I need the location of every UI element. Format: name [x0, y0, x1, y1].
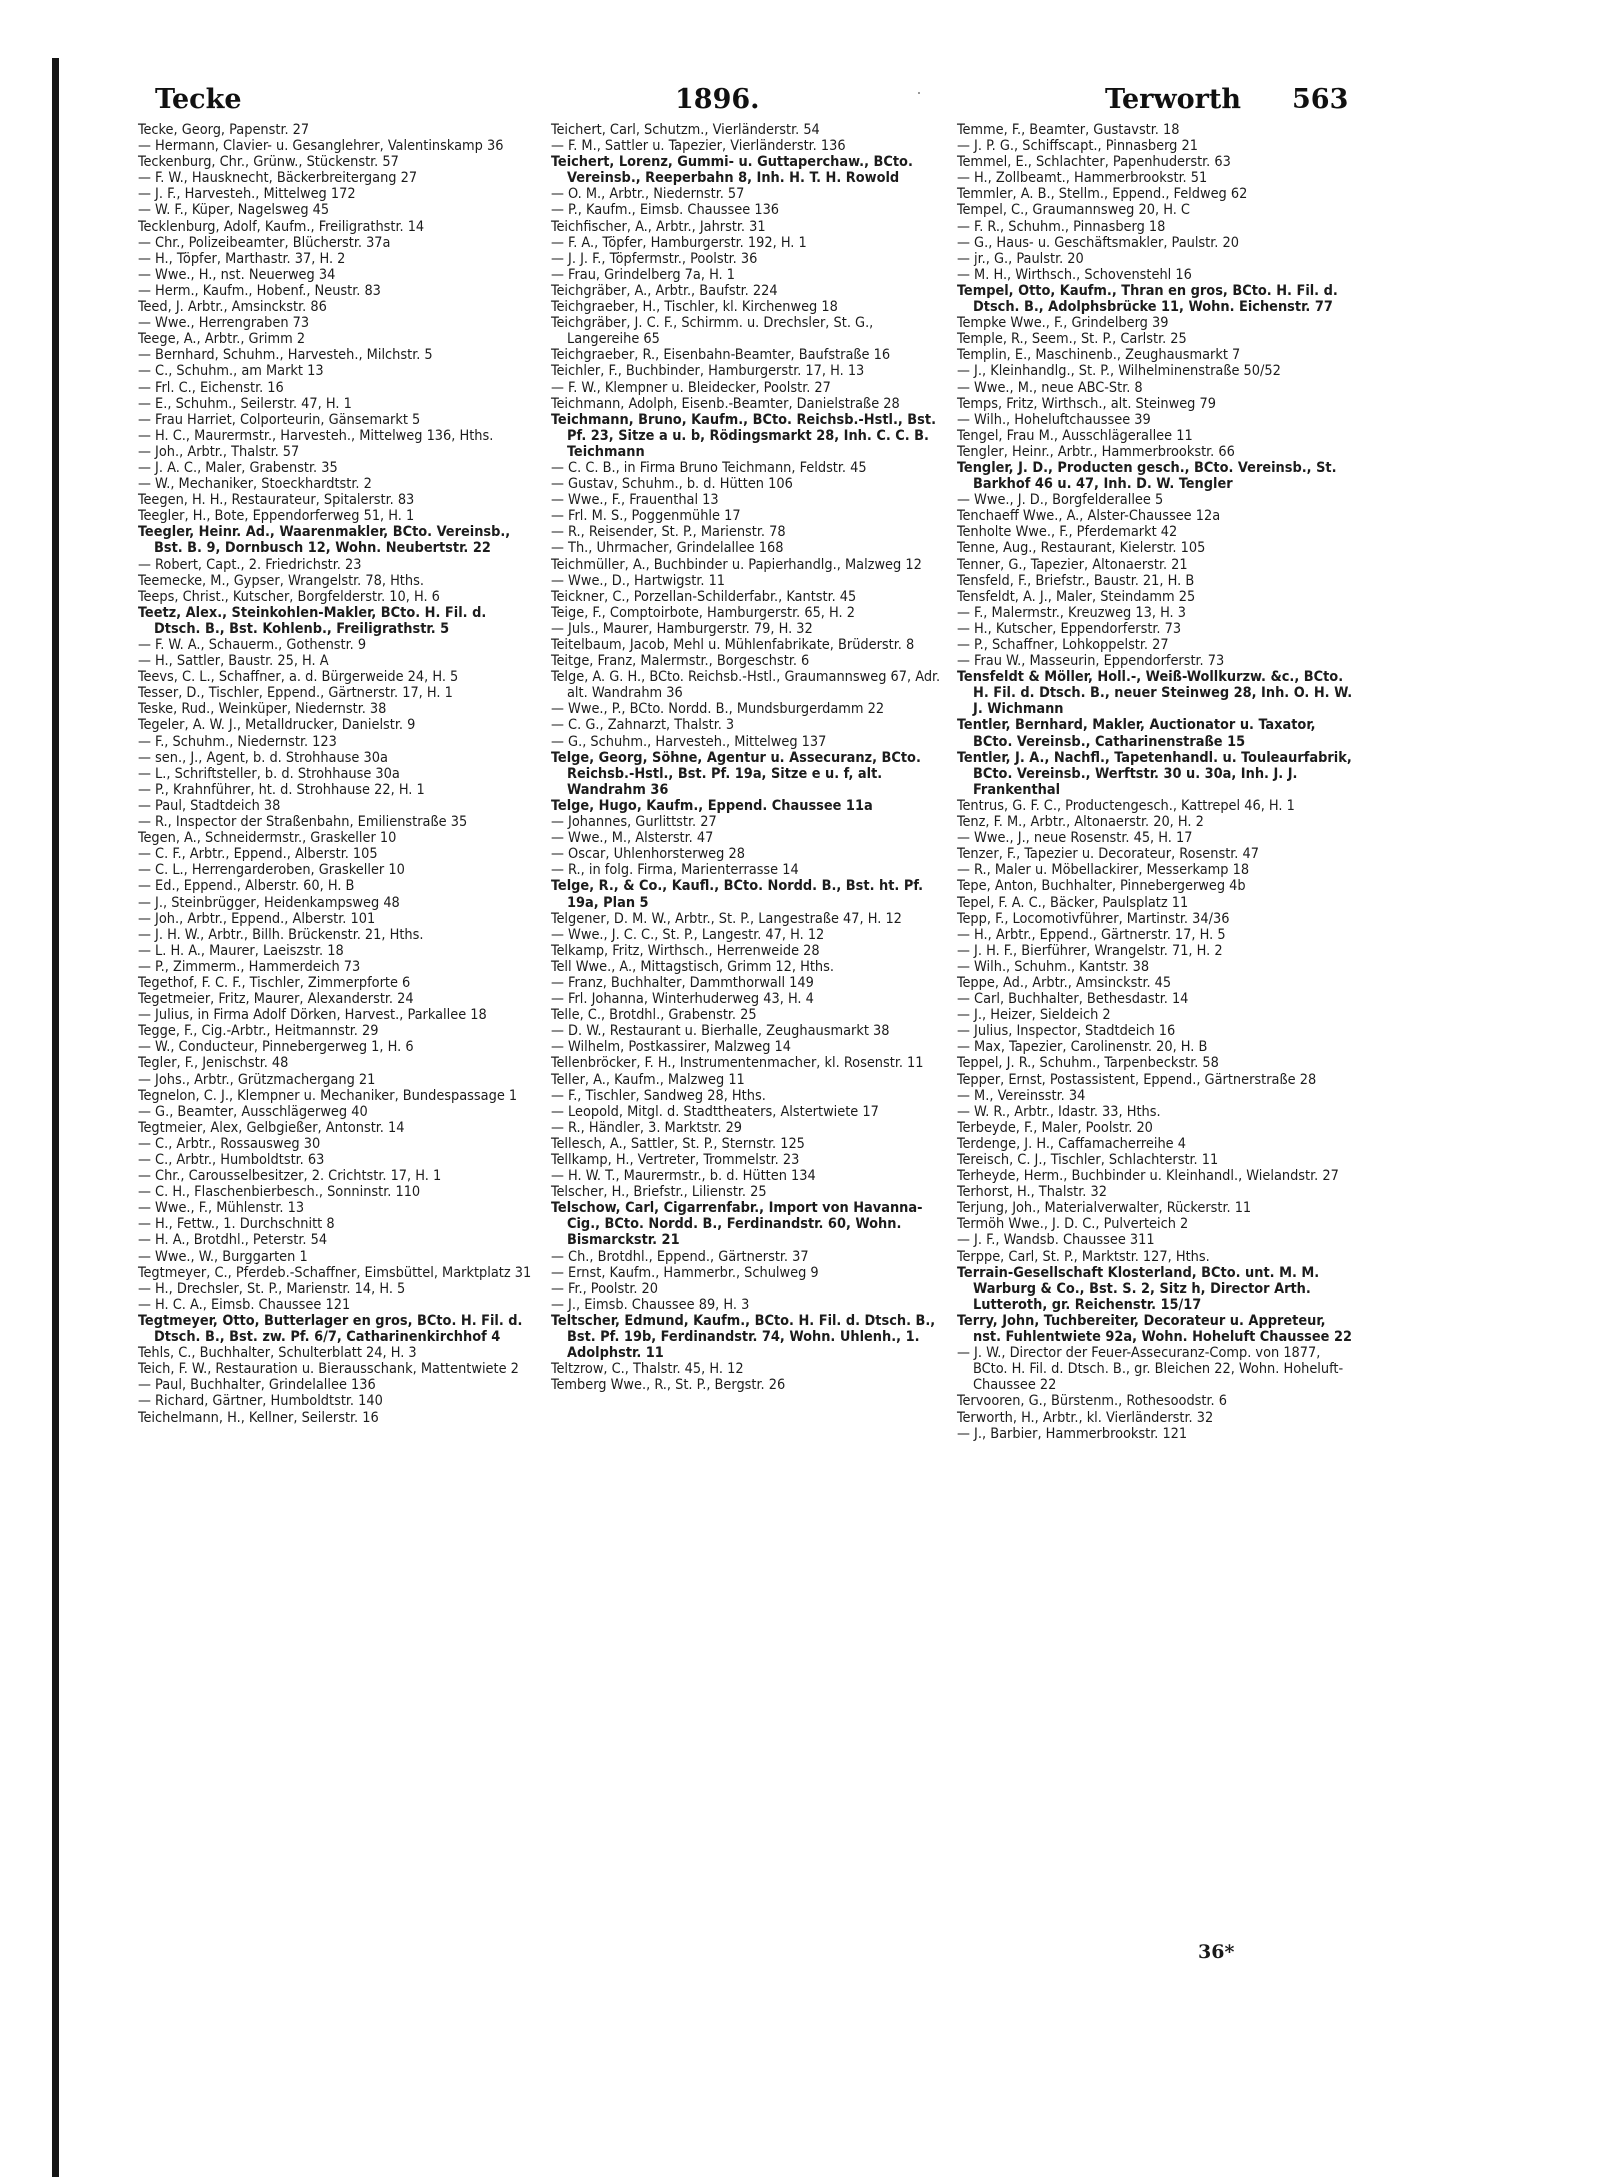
directory-entry: — C. L., Herrengarderoben, Graskeller 10 [138, 862, 405, 879]
directory-entry: Temmel, E., Schlachter, Papenhuderstr. 63 [957, 154, 1231, 171]
directory-entry: Teltscher, Edmund, Kaufm., BCto. H. Fil. d. Dtsch. B., Bst. Pf. 19b, Ferdinandstr. 74, Wohn. Uhlenh., 1. Adolphstr. 11 [551, 1312, 936, 1362]
directory-entry: — Joh., Arbtr., Thalstr. 57 [138, 443, 300, 460]
directory-entry: — J., Eimsb. Chaussee 89, H. 3 [551, 1296, 750, 1313]
directory-entry: — Wwe., J., neue Rosenstr. 45, H. 17 [957, 830, 1193, 847]
directory-entry: — R., Maler u. Möbellackirer, Messerkamp 18 [957, 862, 1250, 879]
directory-entry: — F. W. A., Schauerm., Gothenstr. 9 [138, 637, 367, 653]
paper-speck [918, 92, 920, 94]
directory-entry: — Ernst, Kaufm., Hammerbr., Schulweg 9 [551, 1264, 819, 1281]
directory-entry: Teegler, H., Bote, Eppendorferweg 51, H. 1 [138, 508, 415, 525]
directory-entry: — F. R., Schuhm., Pinnasberg 18 [957, 218, 1166, 235]
directory-entry: Tegtmeyer, C., Pferdeb.-Schaffner, Eimsbüttel, Marktplatz 31 [138, 1264, 532, 1281]
directory-entry: — F., Malermstr., Kreuzweg 13, H. 3 [957, 604, 1187, 621]
directory-entry: Teppel, J. R., Schuhm., Tarpenbeckstr. 58 [957, 1055, 1219, 1072]
directory-entry: Tenz, F. M., Arbtr., Altonaerstr. 20, H. 2 [957, 814, 1204, 831]
directory-entry: Tesser, D., Tischler, Eppend., Gärtnerstr. 17, H. 1 [138, 685, 453, 702]
directory-entry: Teige, F., Comptoirbote, Hamburgerstr. 65, H. 2 [551, 604, 855, 621]
directory-entry: Telge, A. G. H., BCto. Reichsb.-Hstl., Graumannsweg 67, Adr. alt. Wandrahm 36 [551, 669, 941, 702]
directory-entry: Terjung, Joh., Materialverwalter, Rückerstr. 11 [957, 1200, 1252, 1217]
directory-entry: Tepel, F. A. C., Bäcker, Paulsplatz 11 [957, 894, 1189, 911]
directory-entry: — Fr., Poolstr. 20 [551, 1280, 659, 1297]
directory-entry: Templin, E., Maschinenb., Zeughausmarkt 7 [957, 347, 1241, 364]
directory-entry: — H., Drechsler, St. P., Marienstr. 14, H. 5 [138, 1280, 406, 1297]
directory-entry: Terworth, H., Arbtr., kl. Vierländerstr. 32 [957, 1409, 1214, 1426]
directory-entry: Teickner, C., Porzellan-Schilderfabr., Kantstr. 45 [551, 588, 857, 605]
directory-entry: — C. F., Arbtr., Eppend., Alberstr. 105 [138, 846, 378, 863]
directory-entry: — C. C. B., in Firma Bruno Teichmann, Feldstr. 45 [551, 459, 867, 476]
directory-entry: — Frl. C., Eichenstr. 16 [138, 379, 284, 396]
directory-entry: Tentler, J. A., Nachfl., Tapetenhandl. u. Touleaurfabrik, BCto. Vereinsb., Werftstr. 30 u. 30a, Inh. J. J. Frankenthal [957, 749, 1352, 798]
directory-entry: — H., Zollbeamt., Hammerbrookstr. 51 [957, 170, 1208, 187]
directory-entry: — Wilh., Hoheluftchaussee 39 [957, 411, 1151, 428]
directory-entry: Teichmüller, A., Buchbinder u. Papierhandlg., Malzweg 12 [551, 556, 922, 573]
directory-entry: Tenholte Wwe., F., Pferdemarkt 42 [957, 524, 1178, 541]
directory-entry: Temps, Fritz, Wirthsch., alt. Steinweg 79 [957, 395, 1216, 412]
directory-entry: — H. W. T., Maurermstr., b. d. Hütten 134 [551, 1168, 816, 1185]
directory-entry: — Frl. Johanna, Winterhuderweg 43, H. 4 [551, 991, 814, 1008]
directory-entry: Terrain-Gesellschaft Klosterland, BCto. unt. M. M. Warburg & Co., Bst. S. 2, Sitz h, Director Arth. Lutteroth, gr. Reichenstr. 15/17 [957, 1264, 1320, 1313]
directory-entry: — P., Zimmerm., Hammerdeich 73 [138, 958, 361, 975]
directory-entry: — Wwe., J. C. C., St. P., Langestr. 47, H. 12 [551, 926, 825, 943]
directory-entry: — D. W., Restaurant u. Bierhalle, Zeughausmarkt 38 [551, 1023, 890, 1040]
directory-entry: — Wilh., Schuhm., Kantstr. 38 [957, 958, 1150, 975]
directory-entry: Tellenbröcker, F. H., Instrumentenmacher, kl. Rosenstr. 11 [551, 1055, 924, 1072]
directory-entry: — M., Vereinsstr. 34 [957, 1087, 1086, 1104]
directory-entry: — J. W., Director der Feuer-Assecuranz-Comp. von 1877, BCto. H. Fil. d. Dtsch. B., gr. Bleichen 22, Wohn. Hoheluft-Chaussee 22 [957, 1345, 1344, 1394]
directory-entry: — Wwe., H., nst. Neuerweg 34 [138, 266, 336, 283]
directory-entry: Tegtmeyer, Otto, Butterlager en gros, BCto. H. Fil. d. Dtsch. B., Bst. zw. Pf. 6/7, Catharinenkirchhof 4 [138, 1312, 523, 1346]
directory-entry: — R., Reisender, St. P., Marienstr. 78 [551, 524, 786, 541]
page-number: 563 [1292, 84, 1349, 115]
directory-entry: — Julius, in Firma Adolf Dörken, Harvest., Parkallee 18 [138, 1007, 487, 1024]
directory-entry: Teichert, Carl, Schutzm., Vierländerstr. 54 [551, 122, 820, 138]
directory-entry: — Frau, Grindelberg 7a, H. 1 [551, 266, 736, 283]
directory-entry: Teegen, H. H., Restaurateur, Spitalerstr. 83 [138, 492, 415, 509]
directory-entry: — J. F., Harvesteh., Mittelweg 172 [138, 186, 356, 203]
directory-entry: — Frl. M. S., Poggenmühle 17 [551, 508, 741, 525]
directory-column-2 [551, 122, 943, 1922]
directory-entry: Terhorst, H., Thalstr. 32 [957, 1184, 1107, 1201]
directory-entry: Teichert, Lorenz, Gummi- u. Guttaperchaw., BCto. Vereinsb., Reeperbahn 8, Inh. H. T. H. Rowold [551, 154, 913, 187]
directory-entry: Teichgräber, A., Arbtr., Baufstr. 224 [551, 282, 778, 299]
directory-entry: — Wwe., M., neue ABC-Str. 8 [957, 379, 1143, 396]
directory-entry: Tenner, G., Tapezier, Altonaerstr. 21 [957, 556, 1188, 573]
directory-entry: Telge, Georg, Söhne, Agentur u. Assecuranz, BCto. Reichsb.-Hstl., Bst. Pf. 19a, Sitze e u. f, alt. Wandrahm 36 [551, 749, 921, 798]
directory-entry: Terdenge, J. H., Caffamacherreihe 4 [957, 1135, 1186, 1152]
directory-entry: Terry, John, Tuchbereiter, Decorateur u. Appreteur, nst. Fuhlentwiete 92a, Wohn. Hoheluft Chaussee 22 [957, 1312, 1352, 1346]
directory-entry: — C., Arbtr., Humboldtstr. 63 [138, 1152, 325, 1168]
directory-entry: — J. A. C., Maler, Grabenstr. 35 [138, 459, 338, 476]
directory-entry: — Chr., Polizeibeamter, Blücherstr. 37a [138, 234, 391, 251]
directory-entry: — O. M., Arbtr., Niedernstr. 57 [551, 186, 745, 203]
directory-entry: Tell Wwe., A., Mittagstisch, Grimm 12, Hths. [551, 958, 834, 975]
directory-entry: — Carl, Buchhalter, Bethesdastr. 14 [957, 991, 1189, 1008]
directory-entry: — sen., J., Agent, b. d. Strohhause 30a [138, 749, 388, 766]
directory-entry: — F. W., Klempner u. Bleidecker, Poolstr. 27 [551, 379, 831, 396]
directory-entry: Teichgraeber, R., Eisenbahn-Beamter, Baufstraße 16 [551, 347, 891, 364]
directory-entry: Teichfischer, A., Arbtr., Jahrstr. 31 [551, 218, 766, 235]
directory-entry: Tellesch, A., Sattler, St. P., Sternstr. 125 [551, 1135, 805, 1152]
directory-entry: Tengler, Heinr., Arbtr., Hammerbrookstr. 66 [957, 443, 1235, 460]
directory-entry: — F. M., Sattler u. Tapezier, Vierländerstr. 136 [551, 138, 846, 155]
directory-entry: — R., Händler, 3. Marktstr. 29 [551, 1119, 743, 1136]
directory-entry: Tegler, F., Jenischstr. 48 [138, 1055, 289, 1072]
directory-entry: Teckenburg, Chr., Grünw., Stückenstr. 57 [138, 154, 399, 171]
directory-entry: — Wwe., J. D., Borgfelderallee 5 [957, 492, 1164, 509]
directory-entry: Teltzrow, C., Thalstr. 45, H. 12 [551, 1361, 744, 1378]
directory-entry: Telscher, H., Briefstr., Lilienstr. 25 [551, 1184, 767, 1201]
directory-entry: Teller, A., Kaufm., Malzweg 11 [551, 1071, 745, 1088]
directory-entry: Teppe, Ad., Arbtr., Amsinckstr. 45 [957, 974, 1172, 991]
directory-entry: — F. A., Töpfer, Hamburgerstr. 192, H. 1 [551, 234, 807, 251]
directory-entry: — J., Heizer, Sieldeich 2 [957, 1007, 1111, 1024]
directory-entry: — W., Conducteur, Pinnebergerweg 1, H. 6 [138, 1039, 414, 1056]
directory-entry: — H. A., Brotdhl., Peterstr. 54 [138, 1232, 328, 1249]
directory-column-3 [957, 122, 1353, 1922]
directory-entry: — J., Kleinhandlg., St. P., Wilhelminenstraße 50/52 [957, 363, 1281, 380]
directory-entry: — Frau Harriet, Colporteurin, Gänsemarkt 5 [138, 411, 421, 428]
directory-entry: — Joh., Arbtr., Eppend., Alberstr. 101 [138, 910, 376, 927]
directory-entry: — jr., G., Paulstr. 20 [957, 250, 1084, 267]
directory-entry: Tegnelon, C. J., Klempner u. Mechaniker, Bundespassage 1 [138, 1087, 518, 1104]
directory-entry: Terbeyde, F., Maler, Poolstr. 20 [957, 1119, 1153, 1136]
directory-entry: — C. H., Flaschenbierbesch., Sonninstr. 110 [138, 1184, 421, 1201]
directory-entry: Tegeler, A. W. J., Metalldrucker, Danielstr. 9 [138, 717, 416, 734]
directory-entry: Teitge, Franz, Malermstr., Borgeschstr. 6 [551, 653, 810, 670]
directory-entry: Tempel, C., Graumannsweg 20, H. C [957, 202, 1190, 219]
directory-entry: — J., Barbier, Hammerbrookstr. 121 [957, 1425, 1188, 1442]
directory-entry: — Herm., Kaufm., Hobenf., Neustr. 83 [138, 282, 381, 299]
directory-entry: — Bernhard, Schuhm., Harvesteh., Milchstr. 5 [138, 347, 433, 364]
directory-entry: — Johannes, Gurlittstr. 27 [551, 814, 717, 831]
directory-entry: — M. H., Wirthsch., Schovenstehl 16 [957, 266, 1192, 283]
directory-entry: Tempel, Otto, Kaufm., Thran en gros, BCto. H. Fil. d. Dtsch. B., Adolphsbrücke 11, Wohn. Eichenstr. 77 [957, 282, 1338, 316]
directory-entry: — R., Inspector der Straßenbahn, Emilienstraße 35 [138, 814, 468, 831]
directory-entry: — Wwe., W., Burggarten 1 [138, 1248, 308, 1265]
directory-entry: — P., Krahnführer, ht. d. Strohhause 22, H. 1 [138, 781, 425, 798]
directory-entry: Tegtmeier, Alex, Gelbgießer, Antonstr. 14 [138, 1119, 405, 1136]
directory-entry: — W. F., Küper, Nagelsweg 45 [138, 202, 330, 219]
book-binding-edge [52, 58, 59, 2177]
directory-entry: — J. J. F., Töpfermstr., Poolstr. 36 [551, 250, 758, 267]
directory-entry: — Oscar, Uhlenhorsterweg 28 [551, 846, 745, 863]
directory-entry: — J. P. G., Schiffscapt., Pinnasberg 21 [957, 138, 1198, 155]
directory-entry: — Th., Uhrmacher, Grindelallee 168 [551, 540, 784, 557]
directory-entry: — H., Töpfer, Marthastr. 37, H. 2 [138, 250, 346, 267]
directory-entry: — H., Kutscher, Eppendorferstr. 73 [957, 620, 1182, 637]
directory-entry: Teege, A., Arbtr., Grimm 2 [138, 331, 306, 348]
directory-entry: — H., Fettw., 1. Durchschnitt 8 [138, 1216, 335, 1233]
directory-entry: — L., Schriftsteller, b. d. Strohhause 30a [138, 765, 400, 782]
directory-entry: — J. F., Wandsb. Chaussee 311 [957, 1232, 1155, 1249]
directory-entry: Telge, Hugo, Kaufm., Eppend. Chaussee 11a [551, 797, 873, 814]
directory-entry: — H., Sattler, Baustr. 25, H. A [138, 653, 329, 670]
directory-entry: — F. W., Hausknecht, Bäckerbreitergang 27 [138, 170, 418, 187]
directory-entry: — G., Haus- u. Geschäftsmakler, Paulstr. 20 [957, 234, 1239, 251]
directory-entry: — J. H. F., Bierführer, Wrangelstr. 71, H. 2 [957, 942, 1223, 959]
directory-entry: Tegen, A., Schneidermstr., Graskeller 10 [138, 830, 397, 847]
directory-entry: Telschow, Carl, Cigarrenfabr., Import von Havanna-Cig., BCto. Nordd. B., Ferdinandstr. 60, Wohn. Bismarckstr. 21 [551, 1200, 923, 1249]
directory-entry: — R., in folg. Firma, Marienterrasse 14 [551, 862, 799, 879]
directory-entry: Tecklenburg, Adolf, Kaufm., Freiligrathstr. 14 [138, 218, 425, 235]
directory-entry: Teeps, Christ., Kutscher, Borgfelderstr. 10, H. 6 [138, 588, 440, 605]
directory-entry: Teichmann, Adolph, Eisenb.-Beamter, Danielstraße 28 [551, 395, 900, 412]
directory-entry: Tepp, F., Locomotivführer, Martinstr. 34/36 [957, 910, 1230, 927]
directory-entry: Tegethof, F. C. F., Tischler, Zimmerpforte 6 [138, 974, 411, 991]
directory-entry: Tegetmeier, Fritz, Maurer, Alexanderstr. 24 [138, 991, 414, 1008]
header-year: 1896. [675, 84, 760, 115]
directory-entry: — Wwe., D., Hartwigstr. 11 [551, 572, 726, 589]
directory-entry: — Wilhelm, Postkassirer, Malzweg 14 [551, 1039, 792, 1056]
directory-entry: — Wwe., P., BCto. Nordd. B., Mundsburgerdamm 22 [551, 701, 885, 718]
directory-entry: Telgener, D. M. W., Arbtr., St. P., Langestraße 47, H. 12 [551, 910, 902, 927]
directory-entry: — Johs., Arbtr., Grützmachergang 21 [138, 1071, 376, 1088]
directory-entry: — F., Schuhm., Niedernstr. 123 [138, 733, 337, 750]
directory-entry: Tentrus, G. F. C., Productengesch., Kattrepel 46, H. 1 [957, 797, 1295, 814]
directory-entry: Tenne, Aug., Restaurant, Kielerstr. 105 [957, 540, 1206, 557]
directory-entry: — Wwe., F., Mühlenstr. 13 [138, 1200, 305, 1217]
directory-entry: Tegge, F., Cig.-Arbtr., Heitmannstr. 29 [138, 1023, 379, 1040]
directory-entry: — G., Schuhm., Harvesteh., Mittelweg 137 [551, 733, 827, 750]
directory-entry: Temme, F., Beamter, Gustavstr. 18 [957, 122, 1180, 138]
directory-entry: Teichmann, Bruno, Kaufm., BCto. Reichsb.-Hstl., Bst. Pf. 23, Sitze a u. b, Rödingsmarkt 28, Inh. C. C. B. Teichmann [551, 411, 936, 460]
directory-entry: Teichler, F., Buchbinder, Hamburgerstr. 17, H. 13 [551, 363, 865, 380]
directory-entry: — Wwe., M., Alsterstr. 47 [551, 830, 714, 847]
directory-entry: Teichgräber, J. C. F., Schirmm. u. Drechsler, St. G., Langereihe 65 [551, 315, 874, 348]
directory-entry: Tempke Wwe., F., Grindelberg 39 [957, 315, 1169, 332]
header-right-catchword: Terworth [1105, 84, 1241, 115]
directory-entry: — P., Kaufm., Eimsb. Chaussee 136 [551, 202, 780, 219]
directory-entry: Telkamp, Fritz, Wirthsch., Herrenweide 28 [551, 942, 820, 959]
directory-entry: Tellkamp, H., Vertreter, Trommelstr. 23 [551, 1152, 800, 1168]
directory-entry: — Julius, Inspector, Stadtdeich 16 [957, 1023, 1176, 1040]
directory-entry: — Max, Tapezier, Carolinenstr. 20, H. B [957, 1039, 1208, 1056]
directory-entry: — Robert, Capt., 2. Friedrichstr. 23 [138, 556, 362, 573]
directory-column-1 [138, 122, 534, 1922]
directory-entry: Tensfeldt, A. J., Maler, Steindamm 25 [957, 588, 1196, 605]
directory-entry: — G., Beamter, Ausschlägerweg 40 [138, 1103, 368, 1120]
directory-entry: — F., Tischler, Sandweg 28, Hths. [551, 1087, 766, 1104]
directory-entry: Temple, R., Seem., St. P., Carlstr. 25 [957, 331, 1187, 348]
header-left-catchword: Tecke [155, 84, 242, 115]
directory-entry: Teichelmann, H., Kellner, Seilerstr. 16 [138, 1409, 379, 1426]
directory-entry: — Chr., Carousselbesitzer, 2. Crichtstr. 17, H. 1 [138, 1168, 442, 1185]
directory-entry: Tecke, Georg, Papenstr. 27 [138, 122, 310, 138]
directory-entry: Tepper, Ernst, Postassistent, Eppend., Gärtnerstraße 28 [957, 1071, 1317, 1088]
directory-entry: Teetz, Alex., Steinkohlen-Makler, BCto. H. Fil. d. Dtsch. B., Bst. Kohlenb., Freiligrathstr. 5 [138, 604, 487, 637]
directory-entry: Teich, F. W., Restauration u. Bierausschank, Mattentwiete 2 [138, 1361, 519, 1378]
signature-mark: 36* [1198, 1941, 1235, 1963]
directory-entry: Teegler, Heinr. Ad., Waarenmakler, BCto. Vereinsb., Bst. B. 9, Dornbusch 12, Wohn. Neubertstr. 22 [138, 524, 511, 557]
directory-entry: Tengler, J. D., Producten gesch., BCto. Vereinsb., St. Barkhof 46 u. 47, Inh. D. W. Tengler [957, 459, 1337, 493]
directory-entry: Teitelbaum, Jacob, Mehl u. Mühlenfabrikate, Brüderstr. 8 [551, 637, 915, 653]
directory-entry: Teemecke, M., Gypser, Wrangelstr. 78, Hths. [138, 572, 424, 589]
directory-entry: Teske, Rud., Weinküper, Niedernstr. 38 [138, 701, 387, 718]
directory-entry: — E., Schuhm., Seilerstr. 47, H. 1 [138, 395, 352, 412]
directory-entry: — C., Schuhm., am Markt 13 [138, 363, 324, 380]
directory-entry: — Ed., Eppend., Alberstr. 60, H. B [138, 878, 355, 895]
directory-entry: — Hermann, Clavier- u. Gesanglehrer, Valentinskamp 36 [138, 138, 504, 155]
directory-entry: Telle, C., Brotdhl., Grabenstr. 25 [551, 1007, 757, 1024]
directory-entry: — Leopold, Mitgl. d. Stadttheaters, Alstertwiete 17 [551, 1103, 879, 1120]
directory-entry: Terheyde, Herm., Buchbinder u. Kleinhandl., Wielandstr. 27 [957, 1168, 1339, 1185]
directory-entry: — H., Arbtr., Eppend., Gärtnerstr. 17, H. 5 [957, 926, 1226, 943]
directory-entry: — Richard, Gärtner, Humboldtstr. 140 [138, 1393, 383, 1410]
directory-entry: Temmler, A. B., Stellm., Eppend., Feldweg 62 [957, 186, 1248, 203]
directory-entry: — W. R., Arbtr., Idastr. 33, Hths. [957, 1103, 1161, 1120]
directory-entry: — H. C. A., Eimsb. Chaussee 121 [138, 1296, 351, 1313]
directory-entry: Temberg Wwe., R., St. P., Bergstr. 26 [551, 1377, 786, 1394]
directory-entry: — Frau W., Masseurin, Eppendorferstr. 73 [957, 653, 1225, 670]
directory-entry: — Juls., Maurer, Hamburgerstr. 79, H. 32 [551, 620, 813, 637]
directory-entry: — Ch., Brotdhl., Eppend., Gärtnerstr. 37 [551, 1248, 809, 1265]
directory-entry: — H. C., Maurermstr., Harvesteh., Mittelweg 136, Hths. [138, 427, 494, 444]
directory-entry: Tensfeldt & Möller, Holl.-, Weiß-Wollkurzw. &c., BCto. H. Fil. d. Dtsch. B., neuer Steinweg 28, Inh. O. H. W. J. Wichmann [957, 669, 1353, 718]
directory-entry: — J., Steinbrügger, Heidenkampsweg 48 [138, 894, 400, 911]
directory-entry: — P., Schaffner, Lohkoppelstr. 27 [957, 637, 1169, 653]
page-header [120, 84, 1349, 124]
directory-entry: — W., Mechaniker, Stoeckhardtstr. 2 [138, 476, 372, 493]
directory-entry: Tentler, Bernhard, Makler, Auctionator u. Taxator, BCto. Vereinsb., Catharinenstraße 15 [957, 717, 1316, 750]
directory-entry: Telge, R., & Co., Kaufl., BCto. Nordd. B., Bst. ht. Pf. 19a, Plan 5 [551, 878, 924, 911]
directory-entry: — Wwe., F., Frauenthal 13 [551, 492, 719, 509]
directory-entry: Teevs, C. L., Schaffner, a. d. Bürgerweide 24, H. 5 [138, 669, 459, 686]
directory-entry: Tereisch, C. J., Tischler, Schlachterstr. 11 [957, 1152, 1219, 1168]
directory-entry: — Franz, Buchhalter, Dammthorwall 149 [551, 974, 814, 991]
directory-entry: — Wwe., Herrengraben 73 [138, 315, 310, 332]
directory-entry: — Paul, Stadtdeich 38 [138, 797, 281, 814]
directory-entry: Tensfeld, F., Briefstr., Baustr. 21, H. B [957, 572, 1195, 589]
directory-entry: — C. G., Zahnarzt, Thalstr. 3 [551, 717, 735, 734]
directory-entry: Tengel, Frau M., Ausschlägerallee 11 [957, 427, 1193, 444]
directory-entry: — Paul, Buchhalter, Grindelallee 136 [138, 1377, 376, 1394]
directory-entry: — L. H. A., Maurer, Laeiszstr. 18 [138, 942, 344, 959]
directory-entry: Terppe, Carl, St. P., Marktstr. 127, Hths. [957, 1248, 1210, 1265]
directory-entry: — C., Arbtr., Rossausweg 30 [138, 1135, 321, 1152]
directory-entry: Teed, J. Arbtr., Amsinckstr. 86 [138, 299, 327, 316]
directory-entry: — Gustav, Schuhm., b. d. Hütten 106 [551, 476, 793, 493]
directory-entry: Termöh Wwe., J. D. C., Pulverteich 2 [957, 1216, 1189, 1233]
directory-entry: Tehls, C., Buchhalter, Schulterblatt 24, H. 3 [138, 1345, 417, 1362]
directory-entry: Tervooren, G., Bürstenm., Rothesoodstr. 6 [957, 1393, 1227, 1410]
directory-entry: Tenchaeff Wwe., A., Alster-Chaussee 12a [957, 508, 1221, 525]
directory-entry: Tepe, Anton, Buchhalter, Pinnebergerweg 4b [957, 878, 1246, 895]
directory-entry: Tenzer, F., Tapezier u. Decorateur, Rosenstr. 47 [957, 846, 1259, 863]
directory-entry: — J. H. W., Arbtr., Billh. Brückenstr. 21, Hths. [138, 926, 424, 943]
directory-entry: Teichgraeber, H., Tischler, kl. Kirchenweg 18 [551, 299, 838, 316]
